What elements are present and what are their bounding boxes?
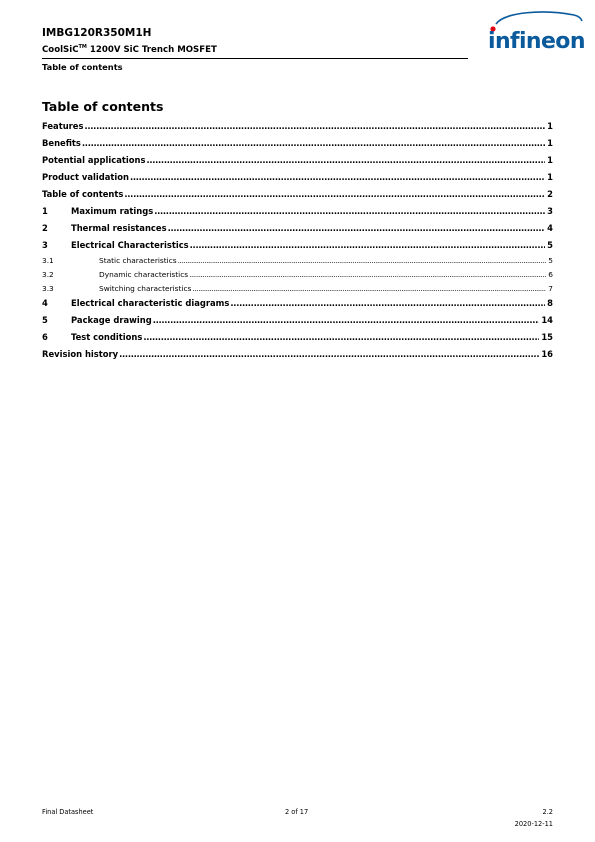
toc-entry[interactable] <box>42 298 553 308</box>
toc-entry-number: 4 <box>42 298 48 308</box>
toc-entry[interactable] <box>42 349 553 359</box>
toc-entry-page: 5 <box>547 240 553 250</box>
toc-entry-label: Benefits <box>42 138 81 148</box>
toc-entry-label: Test conditions <box>71 332 143 342</box>
toc-entry-number: 3 <box>42 240 48 250</box>
toc-entry-page: 1 <box>547 172 553 182</box>
toc-entry[interactable] <box>42 270 553 279</box>
toc-entry[interactable] <box>42 223 553 233</box>
toc-dot-leader <box>154 206 545 216</box>
toc-entry[interactable] <box>42 256 553 265</box>
subtitle-rest: 1200V SiC Trench MOSFET <box>86 44 217 55</box>
toc-dot-leader <box>192 284 546 293</box>
toc-entry-page: 7 <box>548 284 553 293</box>
header-section-name: Table of contents <box>42 62 123 72</box>
toc-entry-page: 4 <box>547 223 553 233</box>
toc-dot-leader <box>189 270 546 279</box>
toc-entry-label: Package drawing <box>71 315 152 325</box>
toc-dot-leader <box>153 315 540 325</box>
toc-entry[interactable] <box>42 138 553 148</box>
toc-dot-leader <box>124 189 545 199</box>
toc-entry-page: 3 <box>547 206 553 216</box>
toc-entry-page: 8 <box>547 298 553 308</box>
toc-entry-number: 3.2 <box>42 270 54 279</box>
toc-entry-page: 15 <box>541 332 553 342</box>
trademark-mark: TM <box>78 44 87 50</box>
toc-entry-label: Static characteristics <box>99 256 177 265</box>
footer-page-number: 2 of 17 <box>285 808 309 816</box>
toc-entry-label: Electrical Characteristics <box>71 240 189 250</box>
footer-doc-type: Final Datasheet <box>42 808 94 816</box>
toc-dot-leader <box>146 155 545 165</box>
toc-entry[interactable] <box>42 315 553 325</box>
toc-entry-label: Maximum ratings <box>71 206 154 216</box>
toc-entry-page: 1 <box>547 155 553 165</box>
toc-entry-number: 2 <box>42 223 48 233</box>
toc-entry-page: 14 <box>541 315 553 325</box>
toc-title: Table of contents <box>42 99 164 114</box>
toc-entry-label: Potential applications <box>42 155 146 165</box>
toc-entry-page: 1 <box>547 138 553 148</box>
toc-entry-page: 16 <box>541 349 553 359</box>
footer-version: 2.2 <box>542 808 553 816</box>
toc-dot-leader <box>130 172 545 182</box>
toc-dot-leader <box>143 332 539 342</box>
footer-date: 2020-12-11 <box>514 820 553 828</box>
toc-entry[interactable] <box>42 240 553 250</box>
toc-entry-label: Features <box>42 121 84 131</box>
toc-dot-leader <box>84 121 545 131</box>
toc-entry-label: Product validation <box>42 172 129 182</box>
toc-dot-leader <box>82 138 545 148</box>
toc-dot-leader <box>190 240 546 250</box>
toc-entry[interactable] <box>42 121 553 131</box>
toc-entry-number: 3.3 <box>42 284 54 293</box>
toc-entry[interactable] <box>42 284 553 293</box>
toc-entry[interactable] <box>42 332 553 342</box>
toc-entry[interactable] <box>42 189 553 199</box>
toc-entry-number: 6 <box>42 332 48 342</box>
logo-wordmark: infineon <box>488 29 585 54</box>
product-subtitle <box>42 44 217 55</box>
toc-entry-page: 1 <box>547 121 553 131</box>
toc-entry-number: 1 <box>42 206 48 216</box>
toc-dot-leader <box>168 223 546 233</box>
part-number: IMBG120R350M1H <box>42 27 152 39</box>
toc-entry-label: Revision history <box>42 349 119 359</box>
toc-entry-label: Electrical characteristic diagrams <box>71 298 230 308</box>
toc-entry-label: Switching characteristics <box>99 284 192 293</box>
toc-entry-label: Thermal resistances <box>71 223 167 233</box>
toc-entry-label: Dynamic characteristics <box>99 270 189 279</box>
toc-entry[interactable] <box>42 206 553 216</box>
toc-entry[interactable] <box>42 172 553 182</box>
infineon-logo <box>474 10 588 56</box>
toc-entry-page: 6 <box>548 270 553 279</box>
toc-dot-leader <box>230 298 545 308</box>
toc-dot-leader <box>119 349 539 359</box>
toc-entry-page: 5 <box>548 256 553 265</box>
toc-entry[interactable] <box>42 155 553 165</box>
toc-entry-page: 2 <box>547 189 553 199</box>
header-divider <box>42 58 468 59</box>
toc-entry-number: 3.1 <box>42 256 54 265</box>
toc-entry-number: 5 <box>42 315 48 325</box>
toc-dot-leader <box>178 256 547 265</box>
toc-entry-label: Table of contents <box>42 189 124 199</box>
subtitle-brand: CoolSiC <box>42 44 79 55</box>
logo-swoosh <box>496 12 582 24</box>
